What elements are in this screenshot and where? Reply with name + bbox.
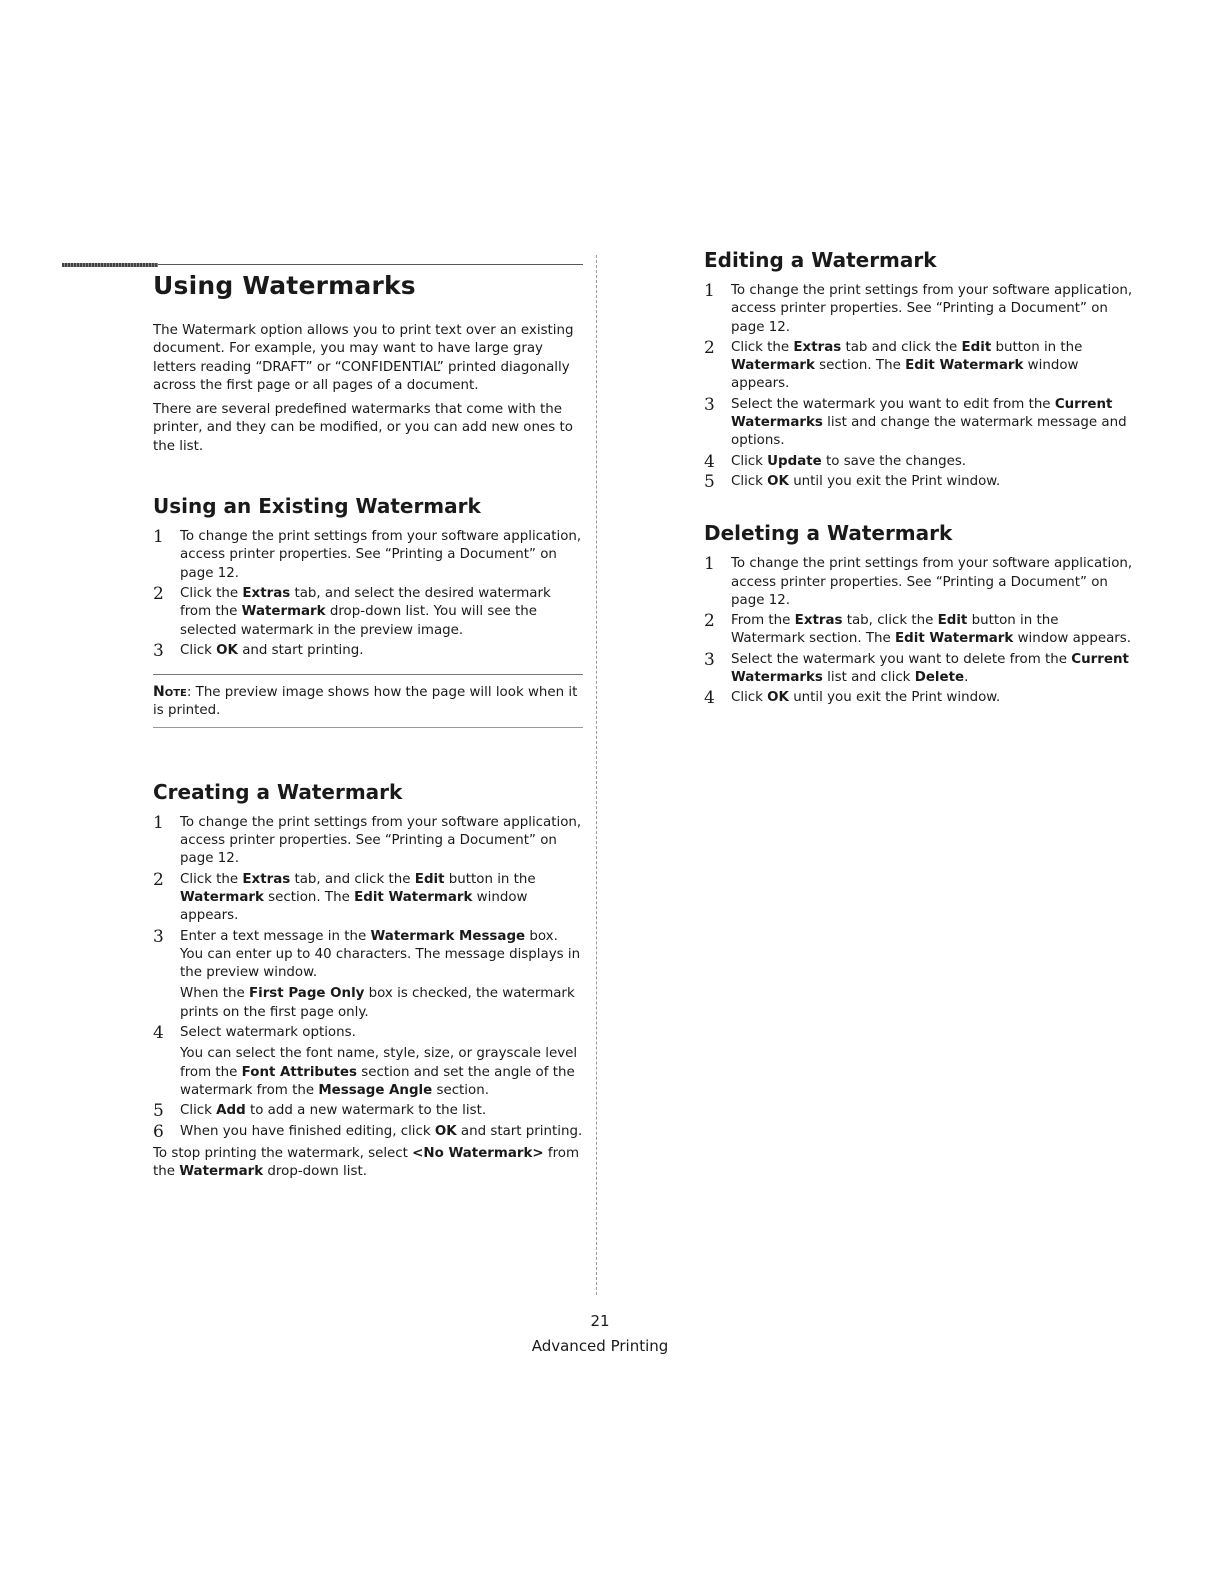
step-item: [153, 585, 583, 640]
step-number: 5: [153, 1101, 164, 1122]
existing-watermark-section: [153, 492, 583, 660]
text-run: and start printing.: [237, 642, 364, 658]
text-run: .: [964, 670, 969, 686]
text-run: Click: [731, 690, 768, 706]
step-item: [704, 689, 1134, 707]
step-subparagraph: [180, 1045, 583, 1100]
bold-term: Watermark: [731, 358, 815, 374]
step-item: [153, 928, 583, 1022]
step-text: [731, 474, 1000, 489]
step-number: 3: [704, 649, 715, 670]
text-run: and start printing.: [456, 1123, 583, 1139]
intro-paragraph-2: There are several predefined watermarks that come with the printer, and they can be modified, or you can add new ones to the list.: [153, 402, 573, 454]
bold-term: Extras: [242, 871, 291, 887]
step-text: [180, 872, 536, 924]
step-text: [731, 283, 1132, 335]
text-run: window appears.: [180, 889, 528, 924]
bold-term: Watermark: [241, 604, 326, 620]
bold-term: Edit Watermark: [354, 889, 473, 905]
step-text: [731, 454, 966, 469]
text-run: Click the: [180, 871, 243, 887]
text-run: list and click: [822, 670, 915, 686]
step-text: [731, 397, 1127, 449]
footer-section-title: Advanced Printing: [531, 1337, 669, 1355]
text-run: When you have finished editing, click: [180, 1123, 435, 1139]
step-number: 1: [153, 812, 164, 833]
step-number: 3: [704, 394, 715, 415]
step-item: [153, 528, 583, 583]
bold-term: Extras: [793, 339, 842, 355]
text-run: To change the print settings from your software application, access printer properties. See “Printing a Document” on page 12.: [180, 529, 582, 581]
step-item: [153, 1102, 583, 1120]
text-run: Select the watermark you want to edit from the: [731, 396, 1055, 412]
note-box: [153, 674, 583, 728]
text-run: button in the: [444, 871, 536, 887]
step-item: [153, 642, 583, 660]
text-run: tab, click the: [842, 613, 938, 629]
bold-term: Update: [767, 453, 822, 469]
step-text: [180, 643, 364, 658]
text-run: button in the: [991, 339, 1083, 355]
text-run: tab and click the: [841, 339, 962, 355]
text-run: section.: [432, 1082, 489, 1098]
creating-watermark-section: [153, 778, 583, 1182]
bold-term: Current Watermarks: [731, 396, 1113, 431]
editing-watermark-steps: [704, 282, 1134, 491]
step-item: [704, 339, 1134, 394]
step-item: [153, 814, 583, 869]
step-text: [180, 1025, 356, 1040]
bold-term: Extras: [794, 613, 843, 629]
left-column: [153, 268, 583, 1187]
text-run: Select the watermark you want to delete from the: [731, 651, 1072, 667]
text-run: to add a new watermark to the list.: [245, 1103, 487, 1119]
editing-watermark-heading: Editing a Watermark: [704, 248, 937, 272]
step-text: [180, 929, 580, 981]
step-text: [731, 556, 1132, 608]
bold-term: Message Angle: [318, 1082, 433, 1098]
step-number: 1: [704, 554, 715, 575]
bold-term: Font Attributes: [241, 1064, 357, 1080]
step-number: 3: [153, 926, 164, 947]
header-rule-decoration: [62, 263, 158, 267]
step-item: [153, 871, 583, 926]
step-number: 3: [153, 640, 164, 661]
bold-term: Watermark Message: [370, 928, 526, 944]
step-item: [704, 396, 1134, 451]
text-run: from the: [153, 1145, 580, 1180]
step-text: [180, 529, 581, 581]
text-run: tab, and select the desired watermark from the: [180, 585, 551, 620]
text-run: Click: [731, 473, 768, 489]
right-column: [704, 246, 1134, 710]
text-run: window appears.: [731, 358, 1079, 392]
editing-watermark-section: [704, 246, 1134, 491]
text-run: section. The: [814, 358, 906, 374]
text-run: until you exit the Print window.: [788, 690, 1001, 706]
step-text: [731, 340, 1082, 392]
page-title: Using Watermarks: [153, 271, 416, 300]
text-run: drop-down list. You will see the selected watermark in the preview image.: [180, 604, 538, 638]
text-run: Click the: [180, 585, 243, 601]
text-run: box. You can enter up to 40 characters. The message displays in the preview window.: [180, 928, 581, 981]
column-divider: [596, 255, 597, 1295]
bold-term: Watermark: [180, 889, 264, 905]
text-run: To change the print settings from your software application, access printer properties. See “Printing a Document” on page 12.: [180, 814, 582, 867]
text-run: window appears.: [1013, 631, 1132, 647]
bold-term: Add: [216, 1103, 246, 1119]
step-number: 1: [153, 527, 164, 548]
deleting-watermark-heading: Deleting a Watermark: [704, 521, 953, 546]
deleting-watermark-section: [704, 519, 1134, 707]
creating-watermark-heading: Creating a Watermark: [153, 779, 403, 804]
text-run: tab, and click the: [290, 871, 415, 887]
existing-watermark-steps: [153, 528, 583, 660]
text-run: list and change the watermark message and options.: [731, 415, 1127, 449]
bold-term: Delete: [914, 670, 965, 686]
text-run: When the: [180, 986, 249, 1002]
step-item: [704, 282, 1134, 337]
note-body: : The preview image shows how the page will look when it is printed.: [153, 685, 578, 719]
step-text: [731, 690, 1000, 705]
step-text: [180, 815, 581, 867]
text-run: until you exit the Print window.: [788, 473, 1001, 489]
text-run: Click: [180, 642, 217, 658]
deleting-watermark-steps: [704, 555, 1134, 707]
step-item: [153, 1024, 583, 1100]
text-run: section. The: [263, 889, 355, 905]
text-run: Click: [731, 453, 768, 469]
text-run: drop-down list.: [263, 1164, 367, 1180]
creating-watermark-steps: [153, 814, 583, 1141]
step-item: [704, 555, 1134, 610]
step-item: [153, 1123, 583, 1141]
bold-term: Current Watermarks: [731, 651, 1129, 686]
step-number: 2: [704, 611, 715, 632]
step-text: [180, 1103, 486, 1118]
text-run: Enter a text message in the: [180, 928, 371, 944]
text-run: To stop printing the watermark, select: [153, 1145, 413, 1161]
intro-paragraph-1: The Watermark option allows you to print text over an existing document. For example, you may want to have large gray letters reading “DRAFT” or “CONFIDENTIAL” printed diagonally across the first page or all pages of a document.: [153, 323, 574, 393]
bold-term: Edit Watermark: [905, 358, 1024, 374]
bold-term: <No Watermark>: [412, 1145, 544, 1161]
text-run: To change the print settings from your software application, access printer properties. See “Printing a Document” on page 12.: [731, 556, 1133, 608]
text-run: You can select the font name, style, size, or grayscale level from the: [180, 1046, 578, 1080]
step-number: 4: [153, 1023, 164, 1044]
creating-closing-paragraph: [153, 1145, 583, 1182]
text-run: Select watermark options.: [180, 1025, 356, 1041]
bold-term: Watermark: [179, 1164, 264, 1180]
step-text: [180, 1124, 582, 1139]
step-text: [731, 613, 1131, 646]
note-text: [153, 683, 583, 721]
step-item: [704, 473, 1134, 491]
step-item: [704, 651, 1134, 688]
bold-term: OK: [216, 642, 238, 658]
step-number: 4: [704, 688, 715, 709]
step-text: [180, 586, 551, 638]
text-run: Click: [180, 1103, 217, 1119]
step-item: [704, 612, 1134, 649]
step-number: 5: [704, 471, 715, 492]
page-number: 21: [590, 1312, 610, 1330]
bold-term: Edit: [961, 339, 992, 355]
text-run: section and set the angle of the watermark from the: [180, 1064, 575, 1098]
text-run: button in the Watermark section. The: [731, 613, 1059, 647]
bold-term: Edit: [414, 871, 445, 887]
bold-term: OK: [767, 473, 789, 489]
bold-term: Edit Watermark: [895, 631, 1014, 647]
step-number: 2: [153, 869, 164, 890]
text-run: to save the changes.: [821, 453, 967, 469]
bold-term: Extras: [242, 585, 291, 601]
text-run: box is checked, the watermark prints on the first page only.: [180, 986, 575, 1020]
step-item: [704, 453, 1134, 471]
header-rule: [158, 264, 583, 265]
bold-term: Edit: [937, 613, 968, 629]
text-run: Click the: [731, 339, 794, 355]
bold-term: OK: [767, 690, 789, 706]
step-number: 6: [153, 1121, 164, 1142]
step-number: 2: [704, 337, 715, 358]
note-label: Note: [153, 684, 187, 701]
bold-term: First Page Only: [248, 986, 365, 1002]
step-subparagraph: [180, 985, 583, 1022]
bold-term: OK: [434, 1123, 457, 1139]
existing-watermark-heading: Using an Existing Watermark: [153, 494, 481, 519]
text-run: To change the print settings from your software application, access printer properties. See “Printing a Document” on page 12.: [731, 283, 1133, 335]
step-number: 1: [704, 281, 715, 301]
text-run: From the: [731, 613, 795, 629]
step-text: [731, 652, 1129, 685]
step-number: 2: [153, 583, 164, 604]
step-number: 4: [704, 451, 715, 472]
